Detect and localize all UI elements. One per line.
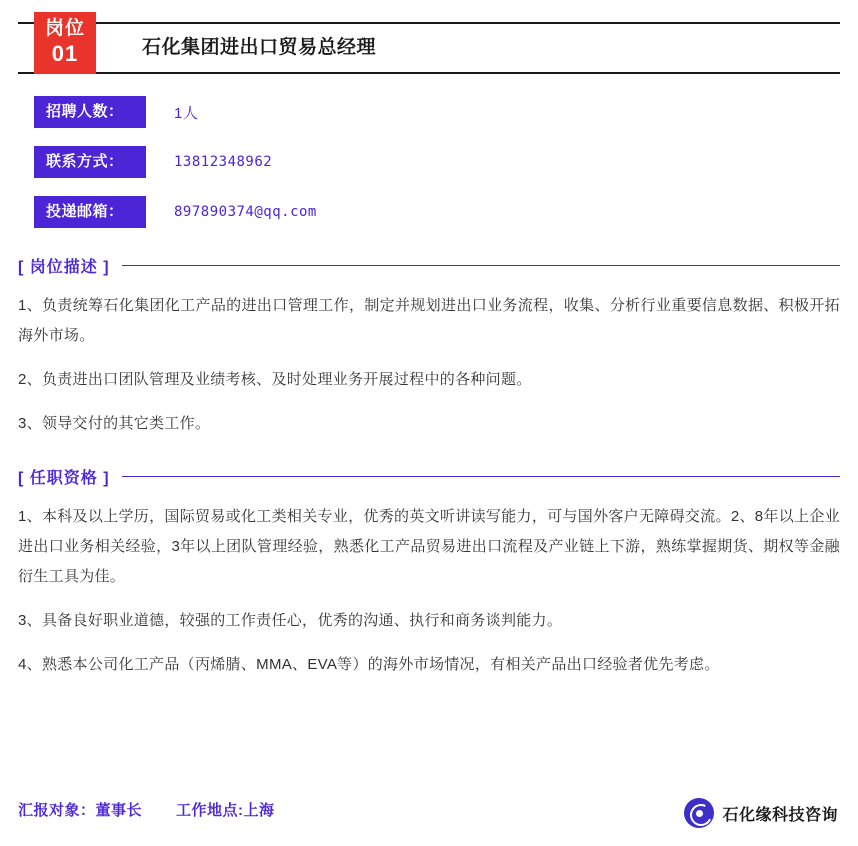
section-heading-qualifications — [18, 465, 840, 488]
qualifications-paragraph-3: 4、熟悉本公司化工产品（丙烯腈、MMA、EVA等）的海外市场情况，有相关产品出口经验者优先考虑。 — [18, 656, 720, 673]
contact-value[interactable]: 13812348962 — [174, 154, 273, 170]
posting-header — [18, 18, 840, 74]
info-row-headcount — [18, 96, 840, 128]
section-heading-job-description-label: [ 岗位描述 ] — [18, 259, 110, 276]
section-heading-qualifications-label: [ 任职资格 ] — [18, 470, 110, 487]
section-heading-job-description — [18, 254, 840, 277]
contact-label: 联系方式： — [34, 146, 146, 178]
email-value[interactable]: 897890374@qq.com — [174, 204, 317, 220]
qualifications-paragraph-1: 1、本科及以上学历，国际贸易或化工类相关专业，优秀的英文听讲读写能力，可与国外客户无障碍交流。2、8年以上企业进出口业务相关经验，3年以上团队管理经验，熟悉化工产品贸易进出口流程及产业链上下游，熟练掌握期货、期权等金融衍生工具为佳。 — [18, 508, 840, 585]
report-to-label: 汇报对象：董事长 — [18, 802, 143, 819]
info-row-contact — [18, 146, 840, 178]
position-badge — [34, 12, 96, 74]
qualifications-paragraph-2: 3、具备良好职业道德，较强的工作责任心，优秀的沟通、执行和商务谈判能力。 — [18, 612, 563, 629]
page-title: 石化集团进出口贸易总经理 — [142, 37, 377, 58]
info-list — [18, 96, 840, 228]
account-name: 石化缘科技咨询 — [722, 806, 838, 824]
position-badge-label: 岗位 — [44, 18, 85, 39]
section-heading-rule — [122, 265, 840, 266]
info-row-email — [18, 196, 840, 228]
job-description-paragraph-2: 2、负责进出口团队管理及业绩考核、及时处理业务开展过程中的各种问题。 — [18, 371, 532, 388]
headcount-label: 招聘人数： — [34, 96, 146, 128]
job-posting-page — [0, 18, 858, 846]
headcount-value: 1人 — [174, 104, 199, 122]
section-heading-rule — [122, 476, 840, 477]
job-description-paragraph-1: 1、负责统筹石化集团化工产品的进出口管理工作，制定并规划进出口业务流程，收集、分析行业重要信息数据、积极开拓海外市场。 — [18, 297, 840, 344]
posting-footer — [18, 799, 275, 820]
job-description-paragraph-3: 3、领导交付的其它类工作。 — [18, 415, 211, 432]
position-badge-number: 01 — [51, 41, 79, 66]
work-location-label: 工作地点:上海 — [176, 802, 275, 819]
email-label: 投递邮箱： — [34, 196, 146, 228]
